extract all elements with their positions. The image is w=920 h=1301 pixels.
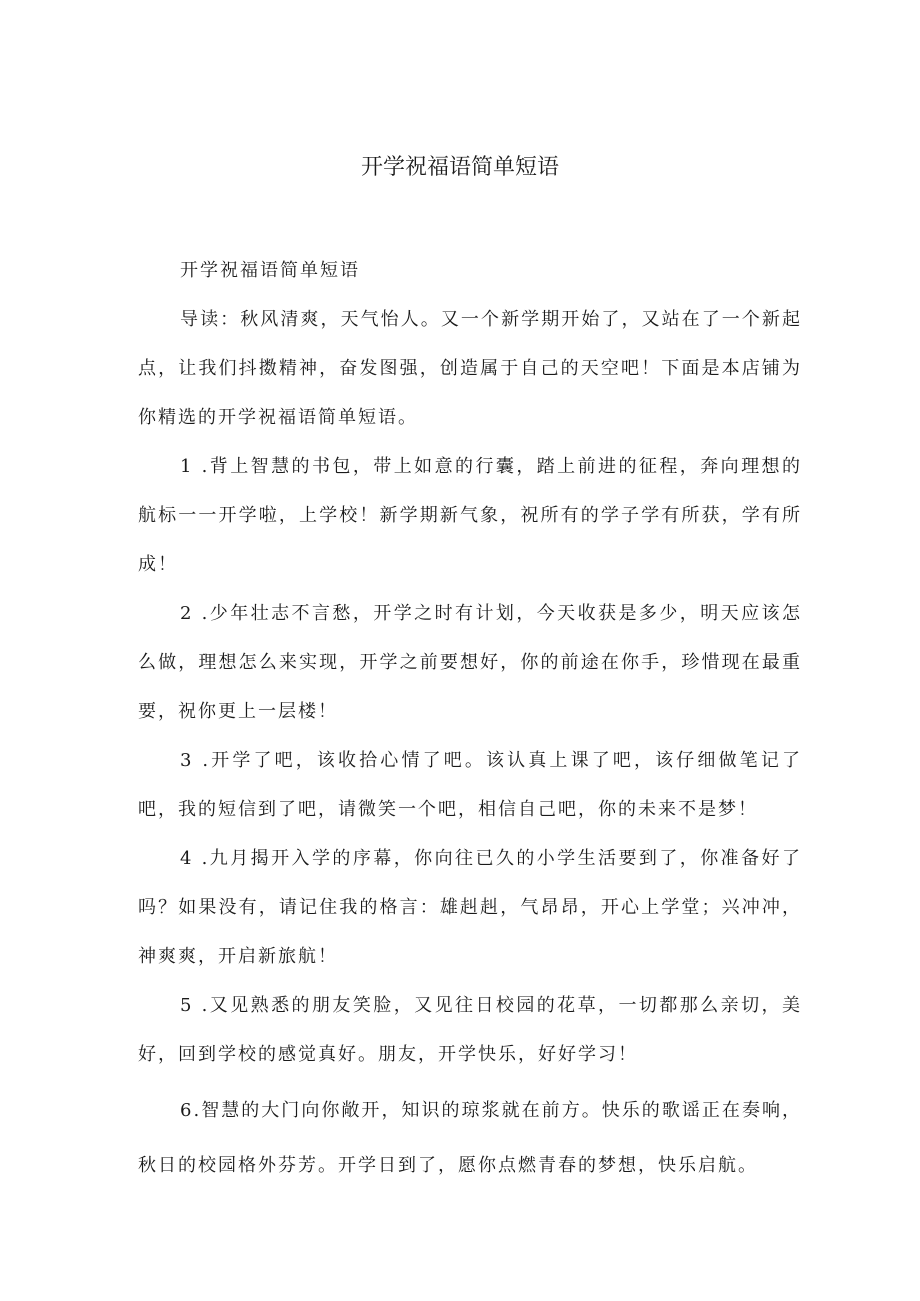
greeting-paragraph-5: 5 .又见熟悉的朋友笑脸，又见往日校园的花草，一切都那么亲切，美好，回到学校的感觉真好。朋友，开学快乐，好好学习！ — [138, 995, 802, 1065]
document-title: 开学祝福语简单短语 — [360, 155, 559, 180]
greeting-paragraph-2: 2 .少年壮志不言愁，开学之时有计划，今天收获是多少，明天应该怎么做，理想怎么来实现，开学之前要想好，你的前途在你手，珍惜现在最重要，祝你更上一层楼！ — [138, 603, 802, 722]
greeting-paragraph-6: 6.智慧的大门向你敞开，知识的琼浆就在前方。快乐的歌谣正在奏响，秋日的校园格外芬芳。开学日到了，愿你点燃青春的梦想，快乐启航。 — [138, 1100, 802, 1176]
subtitle-paragraph: 开学祝福语简单短语 — [180, 260, 360, 281]
document-body — [138, 246, 802, 1193]
greeting-paragraph-3: 3 .开学了吧，该收拾心情了吧。该认真上课了吧，该仔细做笔记了吧，我的短信到了吧，请微笑一个吧，相信自己吧，你的未来不是梦！ — [138, 750, 802, 820]
intro-paragraph: 导读：秋风清爽，天气怡人。又一个新学期开始了，又站在了一个新起点，让我们抖擞精神，奋发图强，创造属于自己的天空吧！下面是本店铺为你精选的开学祝福语简单短语。 — [138, 309, 802, 428]
greeting-paragraph-4: 4 .九月揭开入学的序幕，你向往已久的小学生活要到了，你准备好了吗？如果没有，请记住我的格言：雄赳赳，气昂昂，开心上学堂；兴冲冲，神爽爽，开启新旅航！ — [138, 848, 802, 967]
greeting-paragraph-1: 1 .背上智慧的书包，带上如意的行囊，踏上前进的征程，奔向理想的航标一一开学啦，上学校！新学期新气象，祝所有的学子学有所获，学有所成！ — [138, 456, 802, 575]
